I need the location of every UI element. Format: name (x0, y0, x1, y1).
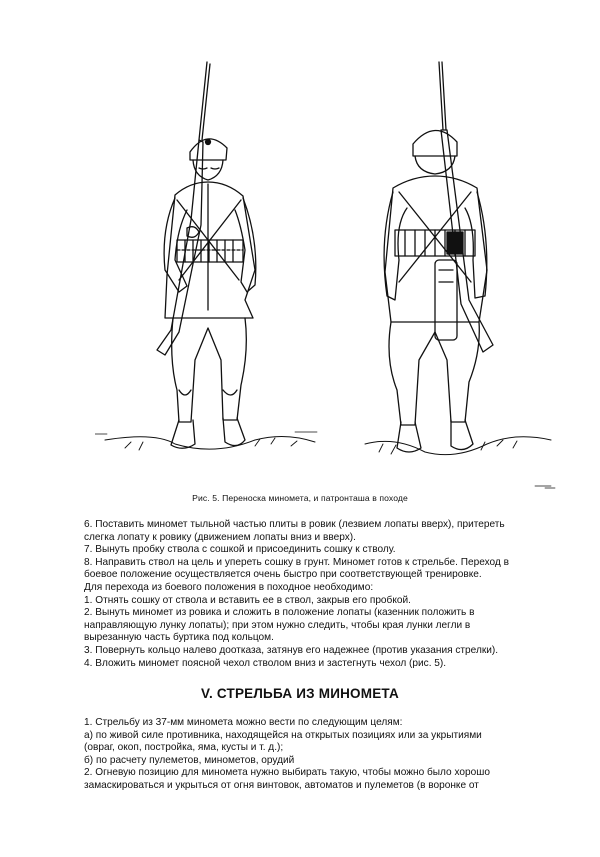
text-line: слегка лопату к ровику (движением лопаты вниз и вверх). (84, 531, 356, 543)
text-line: 1. Стрельбу из 37-мм миномета можно вести по следующим целям: (84, 717, 403, 728)
text-line: 8. Направить ствол на цель и упереть сошку в грунт. Миномет готов к стрельбе. Переход в (84, 556, 509, 568)
text-line: 1. Отнять сошку от ствола и вставить ее в ствол, закрыв его пробкой. (84, 594, 411, 606)
text-line: 6. Поставить миномет тыльной частью плиты в ровик (лезвием лопаты вверх), притереть (84, 519, 505, 530)
illustration (95, 60, 565, 490)
soldier-front-figure (95, 62, 317, 450)
text-line: 4. Вложить миномет поясной чехол стволом вниз и застегнуть чехол (рис. 5). (84, 657, 447, 669)
text-line: б) по расчету пулеметов, минометов, орудий (84, 754, 295, 766)
text-line: вырезанную часть буртика под кольцом. (84, 632, 274, 644)
text-line: 2. Вынуть миномет из ровика и сложить в положение лопаты (казенник положить в (84, 607, 475, 619)
section-body (84, 717, 584, 793)
instructions-block (84, 519, 584, 670)
soldier-back-figure (365, 62, 555, 488)
text-line: 2. Огневую позицию для миномета нужно выбирать такую, чтобы можно было хорошо (84, 767, 490, 779)
figure-caption: Рис. 5. Переноска миномета, и патронташа в походе (192, 493, 408, 503)
text-line: (овраг, окоп, постройка, яма, кусты и т. д.); (84, 742, 284, 754)
text-line: замаскироваться и укрыться от огня винтовок, автоматов и пулеметов (в воронке от (84, 779, 479, 791)
text-line: а) по живой силе противника, находящейся на открытых позициях или за укрытиями (84, 729, 482, 741)
text-line: боевое положение осуществляется очень быстро при соответствующей тренировке. (84, 569, 482, 581)
text-line: Для перехода из боевого положения в походное необходимо: (84, 581, 374, 593)
text-line: направляющую лунку лопаты); при этом нужно следить, чтобы края лунки легли в (84, 619, 471, 631)
section-heading: V. СТРЕЛЬБА ИЗ МИНОМЕТА (201, 686, 399, 701)
text-line: 7. Вынуть пробку ствола с сошкой и присоединить сошку к стволу. (84, 544, 396, 556)
text-line: 3. Повернуть кольцо налево доотказа, затянув его надежнее (против указания стрелки). (84, 644, 499, 656)
